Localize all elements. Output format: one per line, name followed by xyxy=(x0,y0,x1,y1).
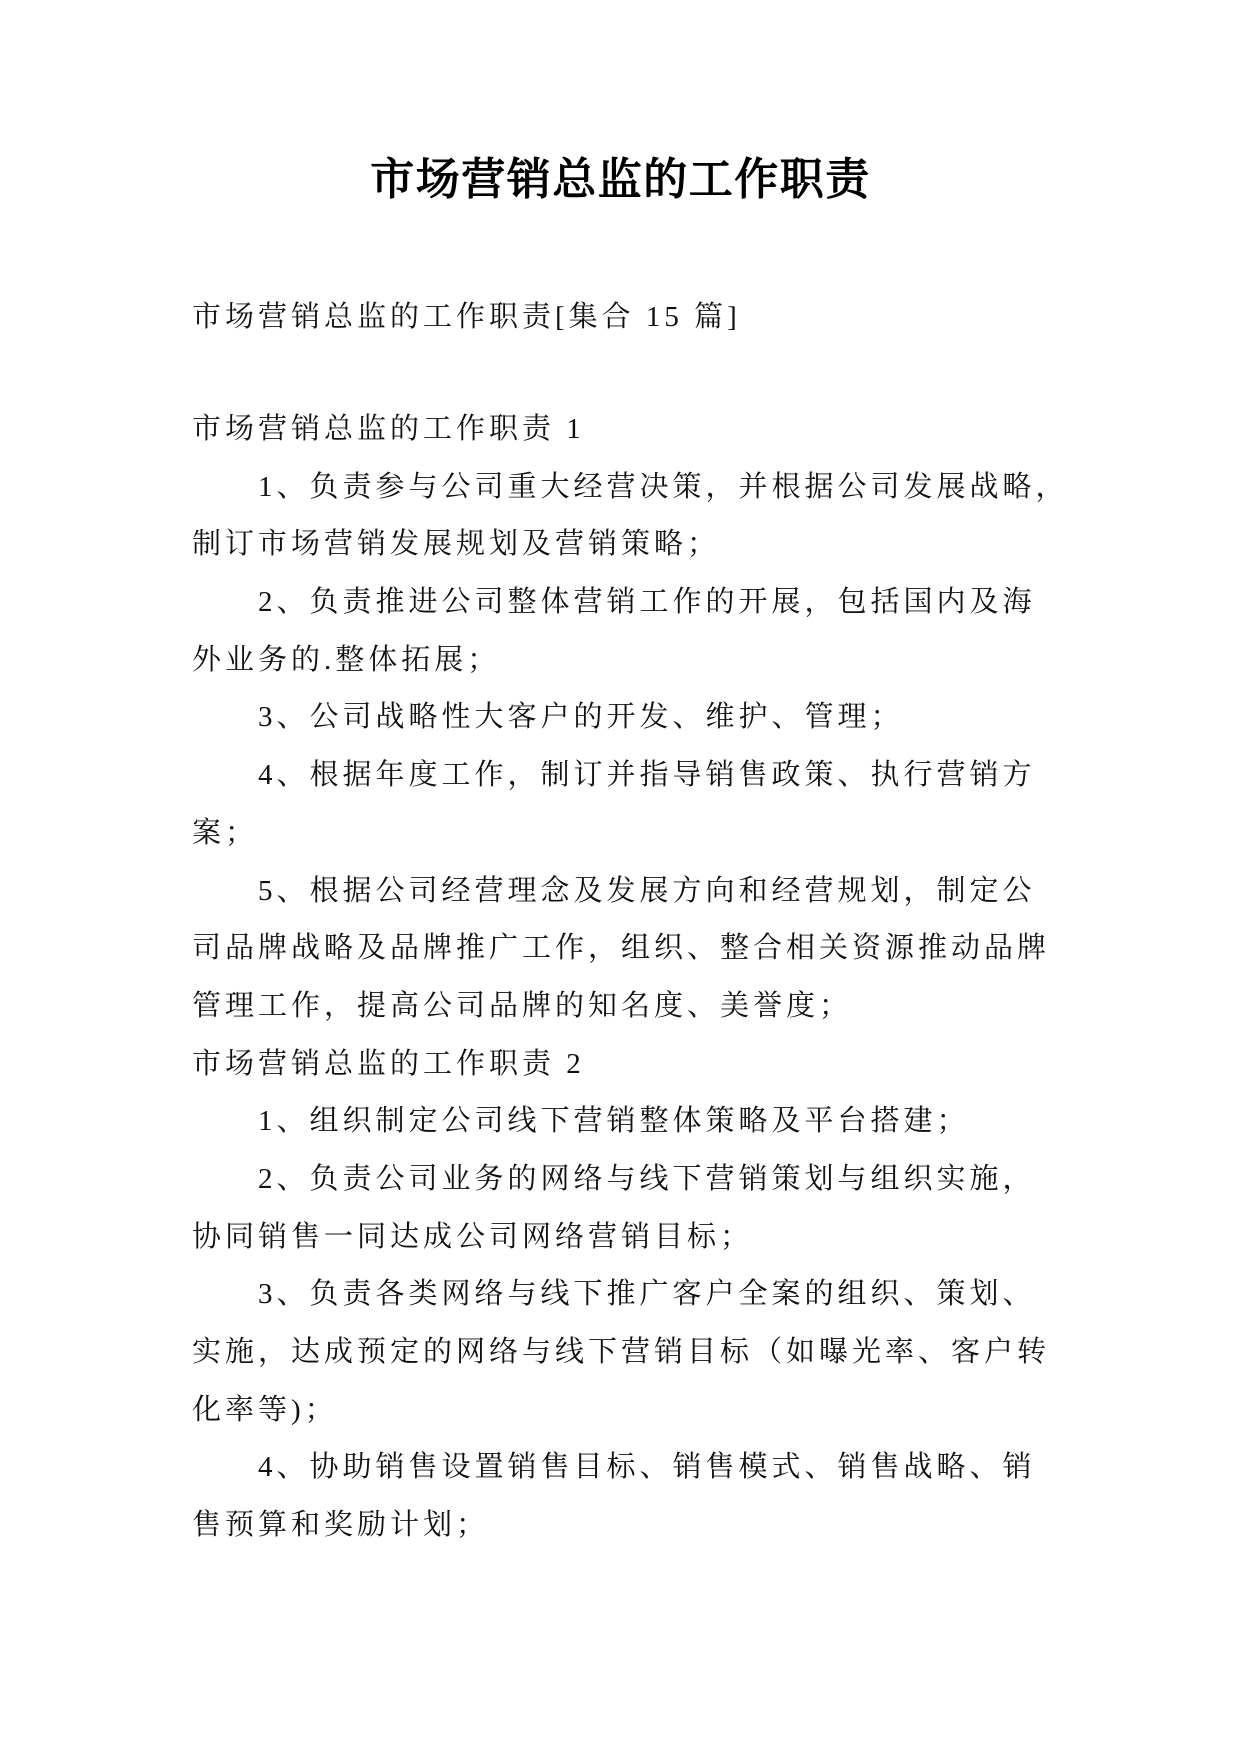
list-item xyxy=(192,1439,1092,1554)
list-item xyxy=(192,863,1092,1036)
list-item xyxy=(192,459,1092,574)
list-item xyxy=(192,747,1092,862)
list-item xyxy=(192,689,1092,747)
document-subtitle: 市场营销总监的工作职责[集合 15 篇] xyxy=(192,301,741,333)
document-title: 市场营销总监的工作职责 xyxy=(370,155,871,204)
paragraph-line: 5、根据公司经营理念及发展方向和经营规划，制定公 xyxy=(258,874,1036,907)
list-item xyxy=(192,1151,1092,1266)
paragraph-line: 1、组织制定公司线下营销整体策略及平台搭建； xyxy=(258,1105,970,1138)
paragraph-line: 3、公司战略性大客户的开发、维护、管理； xyxy=(258,701,904,734)
paragraph-line: 1、负责参与公司重大经营决策，并根据公司发展战略， xyxy=(258,470,1069,503)
list-item xyxy=(192,1093,1092,1151)
paragraph-line: 管理工作，提高公司品牌的知名度、美誉度； xyxy=(192,989,853,1022)
document-body xyxy=(192,401,1092,1555)
paragraph-line: 化率等)； xyxy=(192,1393,338,1426)
section-heading: 市场营销总监的工作职责 1 xyxy=(192,413,585,445)
section-2 xyxy=(192,1036,1092,1555)
paragraph-line: 案； xyxy=(192,816,259,849)
paragraph-line: 4、根据年度工作，制订并指导销售政策、执行营销方 xyxy=(258,759,1036,792)
paragraph-line: 2、负责推进公司整体营销工作的开展，包括国内及海 xyxy=(258,586,1036,619)
list-item xyxy=(192,1266,1092,1439)
list-item xyxy=(192,574,1092,689)
paragraph-line: 司品牌战略及品牌推广工作，组织、整合相关资源推动品牌 xyxy=(192,932,1051,965)
section-1 xyxy=(192,401,1092,1036)
paragraph-line: 协同销售一同达成公司网络营销目标； xyxy=(192,1220,754,1253)
section-heading: 市场营销总监的工作职责 2 xyxy=(192,1047,585,1080)
paragraph-line: 2、负责公司业务的网络与线下营销策划与组织实施， xyxy=(258,1162,1036,1195)
paragraph-line: 实施，达成预定的网络与线下营销目标（如曝光率、客户转 xyxy=(192,1336,1051,1368)
paragraph-line: 3、负责各类网络与线下推广客户全案的组织、策划、 xyxy=(258,1278,1036,1311)
paragraph-line: 售预算和奖励计划； xyxy=(192,1509,490,1542)
paragraph-line: 制订市场营销发展规划及营销策略； xyxy=(192,528,721,561)
paragraph-line: 4、协助销售设置销售目标、销售模式、销售战略、销 xyxy=(258,1451,1036,1484)
paragraph-line: 外业务的.整体拓展； xyxy=(192,643,501,676)
